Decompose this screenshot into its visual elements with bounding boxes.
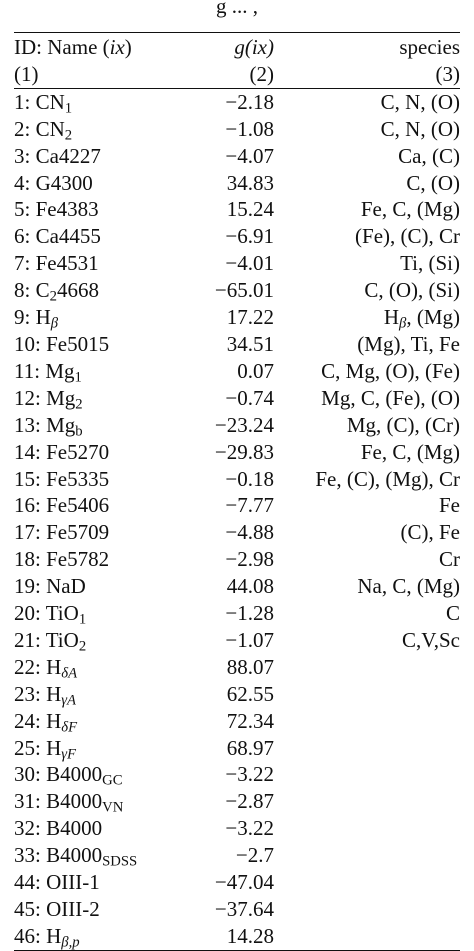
index-name-subscript: γF [61,746,77,763]
index-name-cell [14,708,174,735]
index-name-subscript: 2 [78,638,87,655]
index-id: 19: [14,574,41,599]
table-row [14,573,460,600]
index-id: 17: [14,520,41,545]
index-name: Fe4383 [35,197,99,222]
index-name-subscript: γA [61,692,77,709]
header-row [14,33,460,61]
index-name: H [46,654,62,679]
table-row [14,385,460,412]
index-name: Fe5709 [46,520,110,545]
index-name: Mg [46,412,76,437]
index-id: 7: [14,251,31,276]
table-row [14,196,460,223]
index-name-suffix: 4668 [56,278,99,303]
index-id: 25: [14,735,41,760]
table-row [14,519,460,546]
index-name-cell [14,385,174,412]
index-name: NaD [46,574,86,599]
species-cell [274,896,460,923]
species-cell: Ca, (C) [398,143,460,168]
table-row [14,250,460,277]
species-cell [274,681,460,708]
index-name-cell [14,761,174,788]
g-value-cell: 15.24 [226,197,274,222]
index-id: 45: [14,897,41,921]
index-name: Mg [45,358,75,383]
index-name: TiO [45,601,79,626]
index-name-subscript: GC [102,773,123,790]
g-value-cell: 62.55 [226,681,274,706]
header-number-row [14,61,460,88]
table-row [14,170,460,197]
index-name-cell [14,519,174,546]
index-name-subscript: δF [61,719,78,736]
species-cell: (Mg), Ti, Fe [357,331,460,356]
index-id: 4: [14,170,31,195]
g-value-cell: −65.01 [214,278,274,303]
g-value-cell: 17.22 [226,305,274,330]
species-cell: Cr [439,547,460,572]
index-name: Fe5335 [46,466,110,491]
species-cell: Fe, C, (Mg) [360,439,460,464]
g-value-cell: −47.04 [214,870,274,895]
index-name-subscript: 2 [75,396,83,413]
index-id: 2: [14,116,31,141]
g-value-cell: −2.18 [225,89,274,114]
g-value-cell: −1.07 [225,627,274,652]
index-name: C [35,278,50,303]
index-id: 33: [14,843,41,868]
index-name-cell [14,223,174,250]
species-cell: C, N, (O) [380,116,460,141]
index-name-cell [14,842,174,869]
index-id: 15: [14,466,41,491]
table-row [14,654,460,681]
index-id: 46: [14,923,41,948]
species-cell: C, (O), (Si) [364,278,460,303]
table-row [14,681,460,708]
index-id: 20: [14,601,41,626]
index-id: 21: [14,627,41,652]
data-table [14,32,460,951]
table-row [14,358,460,385]
g-value-cell: 72.34 [226,708,274,733]
species-cell: Mg, (C), (Cr) [346,412,460,437]
table-row [14,788,460,815]
species-cell: C [445,601,460,626]
index-id: 6: [14,224,31,249]
index-name-cell [14,250,174,277]
index-name-cell [14,358,174,385]
index-name-cell [14,196,174,223]
header-num-2: (2) [174,61,274,88]
index-name: Fe5782 [46,547,110,572]
index-id: 23: [14,681,41,706]
index-name: B4000 [46,816,103,841]
index-name-subscript: β [50,315,59,332]
index-id: 32: [14,816,41,841]
index-id: 12: [14,385,41,410]
index-name-cell [14,170,174,197]
table-row [14,331,460,358]
header-col-name-label: ID: Name (ix) [14,35,132,59]
index-name-cell [14,788,174,815]
index-name-cell [14,869,174,896]
index-name: H [46,923,62,948]
index-id: 3: [14,143,31,168]
species-cell: (C), Fe [400,520,460,545]
table-row [14,143,460,170]
index-name: B4000 [46,789,103,814]
index-name: H [46,708,62,733]
index-name-cell [14,492,174,519]
table-row [14,842,460,869]
index-name-cell [14,681,174,708]
index-name-cell [14,654,174,681]
species-cell: Fe [439,493,460,518]
table-row [14,88,460,115]
index-name-subscript: δA [61,665,78,682]
header-num-1: (1) [14,61,174,88]
g-value-cell: 14.28 [174,923,274,950]
index-name-subscript: 2 [49,288,57,305]
index-name-cell [14,143,174,170]
index-name-subscript: 2 [64,127,73,144]
table-row [14,466,460,493]
g-value-cell: −4.01 [225,251,274,276]
species-cell [274,761,460,788]
index-name: Ca4455 [35,224,101,249]
table-row [14,116,460,143]
g-value-cell: 0.07 [237,358,274,383]
index-name-cell [14,304,174,331]
g-value-cell: −1.08 [225,116,274,141]
table-row [14,708,460,735]
species-cell: (Fe), (C), Cr [355,224,460,249]
species-cell [274,654,460,681]
index-id: 44: [14,870,41,895]
species-cell: C,V,Sc [402,627,460,652]
index-name: OIII-2 [46,897,100,921]
header-col-species: species [274,33,460,61]
index-id: 9: [14,305,31,330]
index-name-cell [14,116,174,143]
g-value-cell: −29.83 [214,439,274,464]
index-name-subscript: b [75,423,83,440]
table-row [14,304,460,331]
index-name-subscript: VN [102,800,124,817]
index-name-subscript: β,p [61,934,80,951]
index-id: 1: [14,89,31,114]
index-name-cell [14,88,174,115]
index-name: OIII-1 [46,870,100,895]
index-name: H [46,681,62,706]
index-name-subscript: 1 [74,369,82,386]
index-name-cell [14,735,174,762]
g-value-cell: −4.07 [225,143,274,168]
g-value-cell: −3.22 [225,816,274,841]
species-cell: Fe, C, (Mg) [360,197,460,222]
index-name: G4300 [35,170,93,195]
g-value-cell: −0.18 [225,466,274,491]
index-name-cell [14,331,174,358]
index-id: 8: [14,278,31,303]
species-cell: Na, C, (Mg) [357,574,460,599]
index-name-cell [14,466,174,493]
caption-fragment: g ... , [216,0,258,18]
g-value-cell: 34.51 [226,331,274,356]
index-name-cell [14,277,174,304]
g-value-cell: −37.64 [214,897,274,921]
species-cell: Fe, (C), (Mg), Cr [315,466,460,491]
index-name: Fe5270 [46,439,110,464]
g-value-cell: −2.98 [225,547,274,572]
index-name-cell [14,573,174,600]
index-name-cell [14,627,174,654]
g-value-cell: −4.88 [225,520,274,545]
g-value-cell: −3.22 [225,762,274,787]
index-name-subscript: SDSS [102,853,138,870]
table-row [14,600,460,627]
index-id: 13: [14,412,41,437]
species-cell: Mg, C, (Fe), (O) [321,385,460,410]
species-cell [274,815,460,842]
index-id: 14: [14,439,41,464]
index-name: Mg [46,385,76,410]
index-id: 11: [14,358,41,383]
species-cell [274,869,460,896]
table-row [14,735,460,762]
index-name: Fe5406 [46,493,110,518]
index-name: H [35,305,51,330]
index-id: 18: [14,547,41,572]
table-row [14,546,460,573]
index-name: B4000 [46,843,103,868]
g-value-cell: 34.83 [226,170,274,195]
index-name: Fe5015 [46,331,110,356]
g-value-cell: 88.07 [226,654,274,679]
index-id: 16: [14,493,41,518]
index-id: 30: [14,762,41,787]
table-row [14,627,460,654]
index-id: 22: [14,654,41,679]
table-row [14,896,460,923]
g-value-cell: −1.28 [225,601,274,626]
table-row [14,277,460,304]
header-num-3: (3) [274,61,460,88]
species-cell [274,788,460,815]
table-row [14,492,460,519]
g-value-cell: 68.97 [226,735,274,760]
index-name-cell [14,815,174,842]
index-name-subscript: 1 [78,611,87,628]
index-name-cell [14,600,174,627]
table-row [14,815,460,842]
index-name-cell [14,412,174,439]
species-cell: Ti, (Si) [400,251,460,276]
index-name-subscript: 1 [64,100,73,117]
index-name-cell [14,546,174,573]
table-row [14,439,460,466]
header-col-g: g(ix) [174,33,274,61]
g-value-cell: 44.08 [226,574,274,599]
g-value-cell: −2.7 [235,843,274,868]
table-row [14,223,460,250]
header-col-name [14,33,174,61]
species-cell: $H_\beta$, (Mg) [383,305,460,332]
index-name: CN [35,116,65,141]
table-body [14,88,460,950]
species-cell [274,923,460,950]
table-row [14,923,460,950]
index-id: 5: [14,197,31,222]
table-row [14,412,460,439]
index-name: Fe4531 [35,251,99,276]
index-id: 31: [14,789,41,814]
index-name-cell [14,923,174,950]
index-name: H [46,735,62,760]
index-name: TiO [45,627,79,652]
index-id: 24: [14,708,41,733]
species-cell: C, N, (O) [380,89,460,114]
g-value-cell: −7.77 [225,493,274,518]
index-name: B4000 [46,762,103,787]
species-cell [274,842,460,869]
index-name: CN [35,89,65,114]
g-value-cell: −6.91 [225,224,274,249]
species-cell [274,735,460,762]
g-value-cell: −0.74 [225,385,274,410]
species-cell: C, Mg, (O), (Fe) [321,358,460,383]
species-cell [274,708,460,735]
table-row [14,761,460,788]
index-name-cell [14,896,174,923]
g-value-cell: −23.24 [214,412,274,437]
index-name: Ca4227 [35,143,101,168]
index-name-cell [14,439,174,466]
species-cell: C, (O) [406,170,460,195]
index-id: 10: [14,331,41,356]
g-value-cell: −2.87 [225,789,274,814]
table-row [14,869,460,896]
